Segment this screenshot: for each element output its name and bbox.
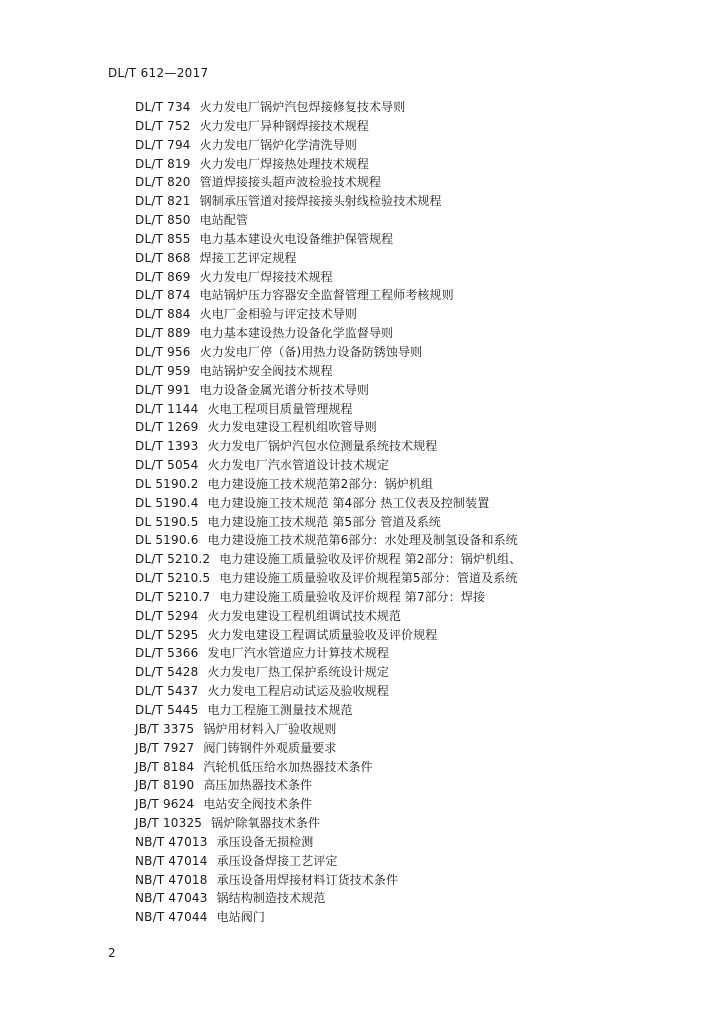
reference-code: DL/T 1269 bbox=[135, 420, 199, 435]
reference-title: 承压设备无损检测 bbox=[216, 834, 314, 849]
reference-title: 电力建设施工质量验收及评价规程 第2部分：锅炉机组、 bbox=[219, 552, 522, 567]
reference-item bbox=[135, 739, 521, 758]
reference-list bbox=[135, 98, 521, 927]
reference-title: 电力建设施工技术规范 第4部分 热工仪表及控制装置 bbox=[207, 495, 490, 510]
reference-item bbox=[135, 758, 521, 777]
reference-title: 发电厂汽水管道应力计算技术规程 bbox=[207, 646, 389, 661]
reference-item bbox=[135, 305, 521, 324]
reference-item bbox=[135, 889, 521, 908]
reference-code: JB/T 8190 bbox=[135, 778, 195, 793]
reference-code: DL/T 956 bbox=[135, 344, 191, 359]
reference-title: 承压设备焊接工艺评定 bbox=[216, 853, 338, 868]
reference-item bbox=[135, 607, 521, 626]
reference-item bbox=[135, 475, 521, 494]
reference-title: 电力设备金属光谱分析技术导则 bbox=[199, 382, 370, 397]
reference-item bbox=[135, 437, 521, 456]
reference-title: 火力发电厂异种钢焊接技术规程 bbox=[199, 118, 370, 133]
reference-title: 汽轮机低压给水加热器技术条件 bbox=[203, 759, 373, 774]
reference-title: 电力基本建设热力设备化学监督导则 bbox=[199, 326, 394, 341]
reference-item bbox=[135, 776, 521, 795]
reference-item bbox=[135, 230, 521, 249]
reference-title: 火力发电厂热工保护系统设计规定 bbox=[207, 665, 389, 680]
reference-item bbox=[135, 98, 521, 117]
reference-code: DL/T 5054 bbox=[135, 458, 199, 473]
reference-code: DL/T 5210.5 bbox=[135, 571, 211, 586]
reference-item bbox=[135, 814, 521, 833]
reference-code: DL/T 991 bbox=[135, 382, 191, 397]
reference-title: 电力建设施工技术规范第6部分：水处理及制氢设备和系统 bbox=[207, 533, 518, 548]
reference-code: DL 5190.6 bbox=[135, 533, 199, 548]
reference-title: 电力基本建设火电设备维护保管规程 bbox=[199, 231, 394, 246]
reference-code: DL/T 752 bbox=[135, 118, 191, 133]
reference-title: 火力发电厂停（备)用热力设备防锈蚀导则 bbox=[199, 344, 423, 359]
reference-code: DL/T 855 bbox=[135, 231, 191, 246]
reference-title: 电站配管 bbox=[199, 213, 249, 228]
reference-item bbox=[135, 324, 521, 343]
reference-code: DL/T 874 bbox=[135, 288, 191, 303]
reference-title: 火力发电工程启动试运及验收规程 bbox=[207, 684, 389, 699]
reference-title: 电站锅炉压力容器安全监督管理工程师考核规则 bbox=[199, 288, 454, 303]
reference-code: DL/T 889 bbox=[135, 326, 191, 341]
reference-code: NB/T 47018 bbox=[135, 872, 208, 887]
reference-item bbox=[135, 720, 521, 739]
reference-item bbox=[135, 494, 521, 513]
reference-item bbox=[135, 644, 521, 663]
reference-code: DL 5190.2 bbox=[135, 476, 199, 491]
reference-item bbox=[135, 136, 521, 155]
reference-title: 电力建设施工质量验收及评价规程第5部分：管道及系统 bbox=[219, 571, 518, 586]
reference-title: 电力建设施工质量验收及评价规程 第7部分：焊接 bbox=[219, 589, 486, 604]
reference-code: DL/T 869 bbox=[135, 269, 191, 284]
reference-title: 火力发电厂汽水管道设计技术规定 bbox=[207, 458, 389, 473]
reference-code: DL/T 1393 bbox=[135, 439, 199, 454]
reference-code: DL/T 734 bbox=[135, 100, 191, 114]
reference-code: DL/T 5366 bbox=[135, 646, 199, 661]
reference-item bbox=[135, 268, 521, 287]
reference-title: 承压设备用焊接材料订货技术条件 bbox=[216, 872, 399, 887]
reference-code: DL/T 821 bbox=[135, 194, 191, 209]
reference-code: DL/T 5428 bbox=[135, 665, 199, 680]
reference-item bbox=[135, 286, 521, 305]
reference-item bbox=[135, 531, 521, 550]
reference-item bbox=[135, 173, 521, 192]
reference-item bbox=[135, 663, 521, 682]
reference-item bbox=[135, 852, 521, 871]
reference-code: NB/T 47014 bbox=[135, 853, 208, 868]
reference-title: 火力发电厂锅炉汽包焊接修复技术导则 bbox=[199, 100, 406, 114]
reference-title: 火力发电厂焊接热处理技术规程 bbox=[199, 156, 370, 171]
reference-item bbox=[135, 513, 521, 532]
reference-item bbox=[135, 400, 521, 419]
reference-item bbox=[135, 569, 521, 588]
reference-code: NB/T 47013 bbox=[135, 834, 208, 849]
reference-item bbox=[135, 626, 521, 645]
reference-title: 火电工程项目质量管理规程 bbox=[207, 401, 353, 416]
reference-item bbox=[135, 795, 521, 814]
reference-title: 电站阀门 bbox=[216, 910, 265, 925]
reference-item bbox=[135, 418, 521, 437]
reference-item bbox=[135, 192, 521, 211]
reference-item bbox=[135, 211, 521, 230]
reference-item bbox=[135, 117, 521, 136]
reference-code: JB/T 8184 bbox=[135, 759, 195, 774]
reference-code: JB/T 3375 bbox=[135, 721, 195, 736]
reference-code: DL/T 868 bbox=[135, 250, 191, 265]
reference-code: JB/T 10325 bbox=[135, 816, 203, 831]
reference-title: 电力建设施工技术规范 第5部分 管道及系统 bbox=[207, 514, 441, 529]
reference-item bbox=[135, 155, 521, 174]
reference-code: DL/T 5295 bbox=[135, 627, 199, 642]
reference-item bbox=[135, 701, 521, 720]
page-number: 2 bbox=[108, 946, 116, 960]
reference-item bbox=[135, 456, 521, 475]
reference-item bbox=[135, 588, 521, 607]
reference-code: DL/T 5445 bbox=[135, 703, 199, 717]
reference-item bbox=[135, 550, 521, 569]
reference-title: 管道焊接接头超声波检验技术规程 bbox=[199, 175, 382, 190]
reference-title: 电力建设施工技术规范第2部分：锅炉机组 bbox=[207, 476, 434, 491]
reference-title: 火力发电建设工程机组吹管导则 bbox=[207, 420, 377, 435]
reference-title: 阀门铸钢件外观质量要求 bbox=[203, 740, 337, 755]
reference-code: JB/T 9624 bbox=[135, 797, 195, 812]
reference-title: 火力发电建设工程调试质量验收及评价规程 bbox=[207, 627, 438, 642]
reference-title: 钢制承压管道对接焊接接头射线检验技术规程 bbox=[199, 194, 442, 209]
reference-title: 焊接工艺评定规程 bbox=[199, 250, 297, 265]
reference-title: 锅炉除氧器技术条件 bbox=[211, 816, 321, 831]
reference-item bbox=[135, 682, 521, 701]
reference-code: DL/T 5294 bbox=[135, 608, 199, 623]
reference-title: 火电厂金相验与评定技术导则 bbox=[199, 307, 357, 322]
reference-item bbox=[135, 249, 521, 268]
reference-title: 火力发电厂锅炉化学清洗导则 bbox=[199, 137, 357, 152]
reference-title: 电力工程施工测量技术规范 bbox=[207, 703, 353, 717]
reference-item bbox=[135, 343, 521, 362]
reference-code: DL/T 1144 bbox=[135, 401, 199, 416]
reference-code: DL/T 5437 bbox=[135, 684, 199, 699]
reference-code: DL/T 5210.7 bbox=[135, 589, 211, 604]
reference-item bbox=[135, 381, 521, 400]
reference-title: 火力发电厂焊接技术规程 bbox=[199, 269, 333, 284]
reference-title: 锅炉用材料入厂验收规则 bbox=[203, 721, 337, 736]
reference-code: JB/T 7927 bbox=[135, 740, 195, 755]
reference-title: 电站安全阀技术条件 bbox=[203, 797, 313, 812]
reference-item bbox=[135, 908, 521, 927]
reference-code: DL 5190.4 bbox=[135, 495, 199, 510]
reference-code: DL/T 5210.2 bbox=[135, 552, 211, 567]
reference-item bbox=[135, 871, 521, 890]
reference-code: DL/T 884 bbox=[135, 307, 191, 322]
reference-code: DL/T 959 bbox=[135, 363, 191, 378]
document-header: DL/T 612—2017 bbox=[108, 66, 209, 80]
reference-code: NB/T 47043 bbox=[135, 891, 208, 906]
reference-title: 火力发电厂锅炉汽包水位测量系统技术规程 bbox=[207, 439, 438, 454]
reference-code: DL/T 819 bbox=[135, 156, 191, 171]
reference-code: DL/T 820 bbox=[135, 175, 191, 190]
reference-item bbox=[135, 362, 521, 381]
reference-code: DL/T 794 bbox=[135, 137, 191, 152]
reference-title: 火力发电建设工程机组调试技术规范 bbox=[207, 608, 402, 623]
reference-item bbox=[135, 833, 521, 852]
reference-title: 电站锅炉安全阀技术规程 bbox=[199, 363, 333, 378]
reference-code: NB/T 47044 bbox=[135, 910, 208, 925]
reference-code: DL 5190.5 bbox=[135, 514, 199, 529]
reference-title: 高压加热器技术条件 bbox=[203, 778, 313, 793]
reference-title: 锅结构制造技术规范 bbox=[216, 891, 326, 906]
reference-code: DL/T 850 bbox=[135, 213, 191, 228]
